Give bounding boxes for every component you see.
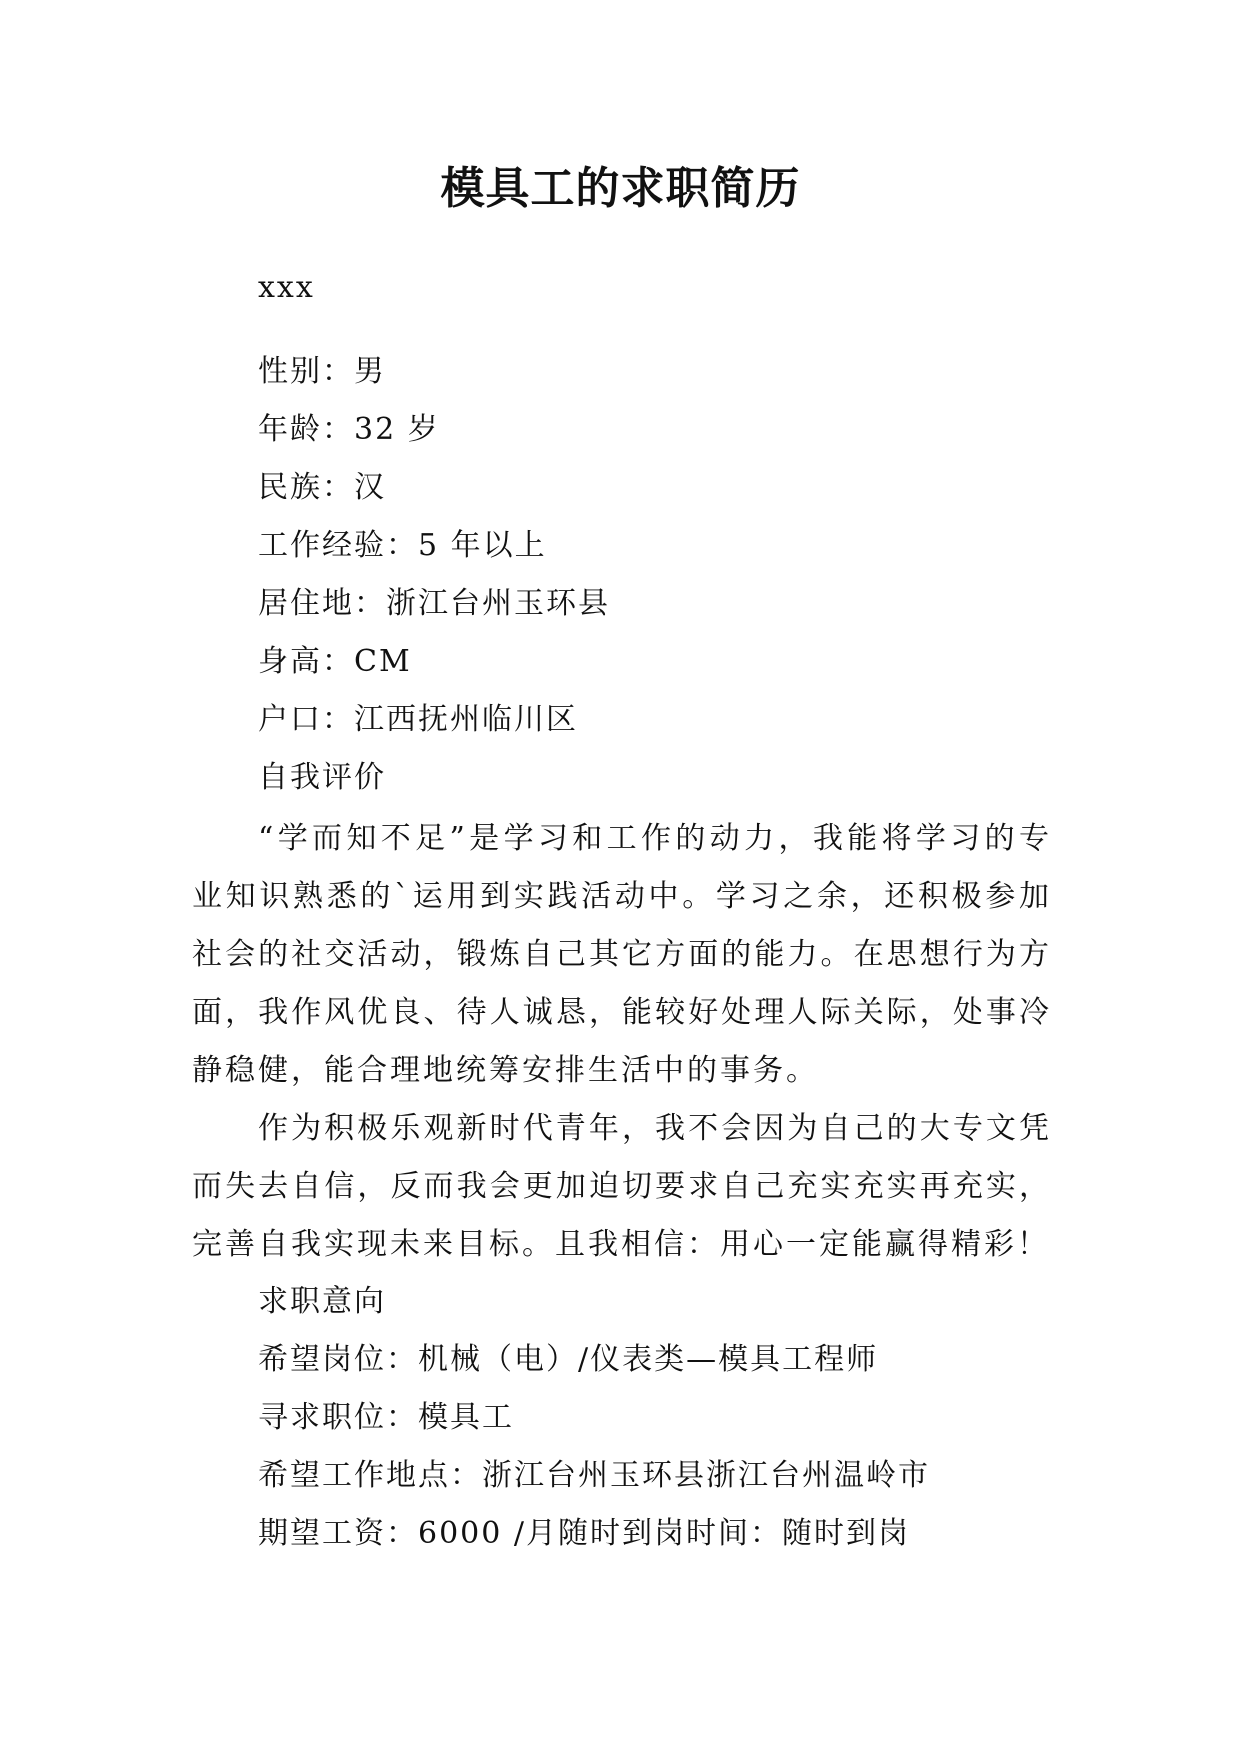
salary-availability-line: 期望工资：6000 /月随时到岗时间：随时到岗 bbox=[258, 1516, 910, 1551]
residence-line: 居住地：浙江台州玉环县 bbox=[258, 586, 610, 621]
ethnicity-line: 民族：汉 bbox=[258, 470, 386, 505]
hukou-line: 户口：江西抚州临川区 bbox=[258, 702, 578, 737]
experience-line: 工作经验：5 年以上 bbox=[258, 528, 547, 563]
document-title: 模具工的求职简历 bbox=[440, 163, 801, 214]
self-evaluation-heading: 自我评价 bbox=[258, 760, 386, 795]
self-evaluation-paragraph-2: 作为积极乐观新时代青年，我不会因为自己的大专文凭而失去自信，反而我会更加迫切要求自己充实充实再充实，完善自我实现未来目标。且我相信：用心一定能赢得精彩！ bbox=[192, 1111, 1052, 1262]
seeking-position-line: 寻求职位：模具工 bbox=[258, 1400, 514, 1435]
age-line: 年龄：32 岁 bbox=[258, 412, 440, 447]
gender-line: 性别：男 bbox=[258, 354, 386, 389]
self-evaluation-paragraph-1: “学而知不足”是学习和工作的动力，我能将学习的专业知识熟悉的`运用到实践活动中。学习之余，还积极参加社会的社交活动，锻炼自己其它方面的能力。在思想行为方面，我作风优良、待人诚恳，能较好处理人际关际，处事冷静稳健，能合理地统筹安排生活中的事务。 bbox=[192, 821, 1052, 1088]
job-intention-heading: 求职意向 bbox=[258, 1284, 386, 1319]
name-line: xxx bbox=[258, 270, 315, 305]
desired-location-line: 希望工作地点：浙江台州玉环县浙江台州温岭市 bbox=[258, 1458, 930, 1493]
desired-position-line: 希望岗位：机械（电）/仪表类—模具工程师 bbox=[258, 1342, 879, 1377]
height-line: 身高：CM bbox=[258, 644, 412, 679]
